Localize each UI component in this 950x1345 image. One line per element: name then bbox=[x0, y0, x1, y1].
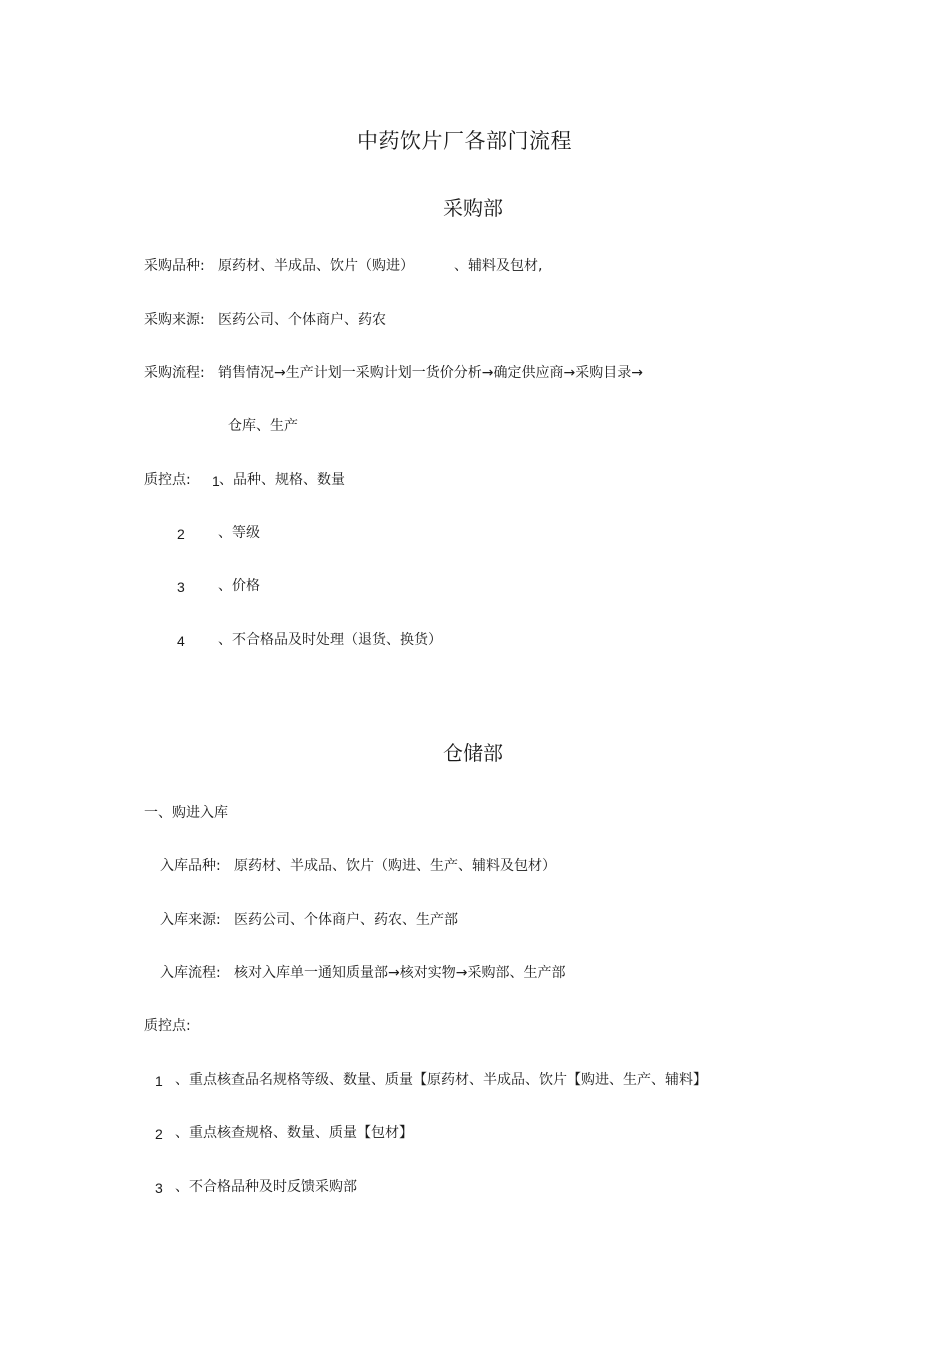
warehouse-source-label: 入库来源: bbox=[160, 912, 221, 928]
purchasing-qc-text: 、价格 bbox=[218, 578, 260, 594]
warehouse-qc-num: 2 bbox=[155, 1126, 163, 1142]
purchasing-qc-num: 1 bbox=[212, 473, 220, 489]
warehouse-items-value: 原药材、半成品、饮片（购进、生产、辅料及包材） bbox=[234, 858, 556, 874]
purchasing-flow-label: 采购流程: bbox=[144, 365, 205, 381]
purchasing-qc-label: 质控点: bbox=[144, 472, 191, 488]
warehouse-qc-text: 、重点核查规格、数量、质量【包材】 bbox=[175, 1125, 413, 1141]
purchasing-source-value: 医药公司、个体商户、药农 bbox=[218, 312, 386, 328]
warehouse-qc-num: 3 bbox=[155, 1180, 163, 1196]
warehouse-qc-text: 、不合格品种及时反馈采购部 bbox=[175, 1179, 357, 1195]
warehouse-items-label: 入库品种: bbox=[160, 858, 221, 874]
warehouse-heading: 仓储部 bbox=[443, 741, 503, 765]
warehouse-section-title: 一、购进入库 bbox=[144, 805, 228, 821]
purchasing-qc-text: 、不合格品及时处理（退货、换货） bbox=[218, 632, 442, 648]
purchasing-qc-num: 3 bbox=[177, 579, 185, 595]
warehouse-qc-text: 、重点核查品名规格等级、数量、质量【原药材、半成品、饮片【购进、生产、辅料】 bbox=[175, 1072, 707, 1088]
warehouse-flow-label: 入库流程: bbox=[160, 965, 221, 981]
purchasing-items-value-cont: 、辅料及包材, bbox=[454, 258, 543, 274]
purchasing-qc-text: 、品种、规格、数量 bbox=[219, 472, 345, 488]
document-title: 中药饮片厂各部门流程 bbox=[357, 129, 572, 153]
purchasing-qc-text: 、等级 bbox=[218, 525, 260, 541]
warehouse-source-value: 医药公司、个体商户、药农、生产部 bbox=[234, 912, 458, 928]
warehouse-qc-num: 1 bbox=[155, 1073, 163, 1089]
warehouse-flow-value: 核对入库单一通知质量部→核对实物→采购部、生产部 bbox=[234, 965, 566, 981]
warehouse-qc-label: 质控点: bbox=[144, 1018, 191, 1034]
purchasing-qc-num: 4 bbox=[177, 633, 185, 649]
purchasing-flow-continuation: 仓库、生产 bbox=[228, 418, 298, 434]
purchasing-items-label: 采购品种: bbox=[144, 258, 205, 274]
purchasing-items-value: 原药材、半成品、饮片（购进） bbox=[218, 258, 414, 274]
purchasing-heading: 采购部 bbox=[443, 196, 503, 220]
purchasing-qc-num: 2 bbox=[177, 526, 185, 542]
purchasing-source-label: 采购来源: bbox=[144, 312, 205, 328]
purchasing-flow-value: 销售情况→生产计划一采购计划一货价分析→确定供应商→采购目录→ bbox=[218, 365, 643, 381]
